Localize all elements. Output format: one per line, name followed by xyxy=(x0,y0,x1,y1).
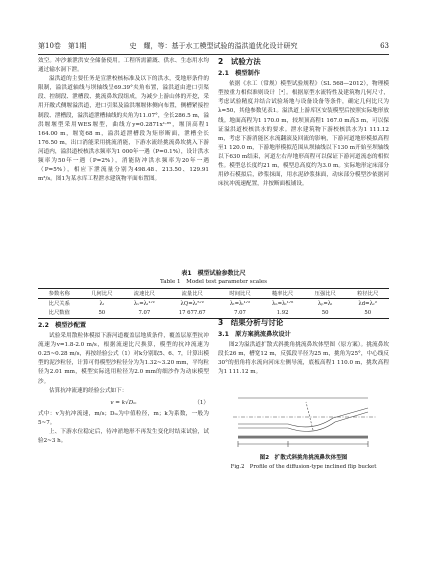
foundation-hatch xyxy=(238,436,368,439)
table-cell: 50 xyxy=(98,309,106,316)
formula-1 xyxy=(38,399,209,408)
section-heading-method: 2 试验方法 xyxy=(218,57,261,66)
table-header-cell: 参数名称 xyxy=(48,290,70,297)
table-header-row xyxy=(38,289,389,299)
table-cell: 17 677.67 xyxy=(178,309,206,316)
paragraph-formula-intro: 估算抗冲流速的经验公式如下： xyxy=(49,387,128,394)
paragraph-continued: 效空。冲沙兼泄洪安全储备使用。工程所需灌溉、供水、生态用水均通过输水洞下泄。 xyxy=(38,58,209,74)
page-number: 63 xyxy=(380,42,389,50)
radius-line xyxy=(306,402,313,430)
paragraph-model-making: 依据《水工（常规）模型试验规程》（SL 568—2012），物理模型按重力相似准则设计［⁴］。根据原型水流特性及建筑物几何尺寸，考虑试验精度并结合试验场地与设备设备等条件，确定几何比尺为λ=50，其他参数见表1。溢洪道上游库区安装模型后按照实际地形放线。地面高程为1 170.0 m，较坝顶高程1 167.0 m高3 m，可以保证溢洪道校核洪水的要求。泄水建筑物下游校核洪水为1 111.12 m，考虑下游消能区水流翻滚及回流的影响，下游河道地形模拟高程至1 120.0 m，下游地形模拟范围从坝轴线以下130 m开始至坝轴线以下630 m结束，河道左右岸地形高程可以保证下游河道流态的相似性。模型总长度约21 m，模型总高度约为3.0 m。实际地形定床部分用砂石模拟后，砂浆抹面，用水泥砂浆抹面，动床部分模型沙依据河床抗冲流速配置，并按断面板铺设。 xyxy=(218,81,389,188)
running-title: 史 耀，等：基于水工模型试验的溢洪道优化设计研究 xyxy=(129,42,298,50)
paragraph-formula-where: 式中：v为抗冲流速，m/s；Dₘ为中值粒径，m；k为系数，一般为5~7。 xyxy=(38,410,209,426)
table-header-cell: 糙率比尺 xyxy=(271,290,294,297)
table-cell: λₙ=λₗ¹ᐟ⁶ xyxy=(271,300,294,307)
paragraph-test-duration: 上、下游水位稳定后，待冲淤地形不再发生变化时结束试验，试验2~3 h。 xyxy=(38,429,209,445)
table-header-cell: 压强比尺 xyxy=(314,290,336,297)
table-caption: 表1 模型试验参数比尺 xyxy=(181,270,246,277)
paragraph-original-design: 图2为溢洪道扩散式斜挑角挑流鼻坎体型图（原方案）。挑流鼻坎段长26 m，槽宽12 m，反弧段半径为25 m，挑角为25°，中心线反30°的扭角将水流向河床左侧导流，底板高程1 110.0 m，挑坎高程为1 111.12 m。 xyxy=(218,342,389,376)
subsection-heading-model: 2.1 模型制作 xyxy=(218,70,260,78)
hatching xyxy=(238,436,368,439)
right-column-top xyxy=(218,57,389,189)
table-cell: 比尺关系 xyxy=(48,300,70,307)
table-cell: λₜ=λₗ¹ᐟ² xyxy=(229,300,251,307)
table-cell: 50 xyxy=(321,309,329,316)
flip-bucket-drawing xyxy=(218,384,389,452)
table-header-cell: 粒径比尺 xyxy=(357,290,379,297)
table-header-cell: 几何比尺 xyxy=(91,290,113,297)
table-cell: λₚ=λₗ xyxy=(317,300,333,307)
table-header-cell: 流速比尺 xyxy=(133,290,155,297)
table-cell: 50 xyxy=(364,309,372,316)
parameter-table-block xyxy=(38,270,389,319)
running-header xyxy=(38,40,389,55)
table-cell: λQ=λₗ⁵ᐟ² xyxy=(180,300,204,307)
table-caption-en: Table 1 Model test parameter scales xyxy=(159,279,268,285)
formula-expression: v = k√Dₘ xyxy=(110,399,137,406)
table-cell: 7.07 xyxy=(138,309,151,316)
formula-number: （1） xyxy=(194,399,209,406)
figure-flip-bucket xyxy=(218,384,389,452)
section-heading-results: 3 结果分析与讨论 xyxy=(218,318,284,327)
left-column-top xyxy=(38,57,209,184)
bucket-floor-line xyxy=(238,412,368,431)
subsection-heading-sediment: 2.2 模型沙配置 xyxy=(38,322,87,329)
table-row xyxy=(38,299,389,309)
table-cell: 比尺数值 xyxy=(48,309,70,316)
table-cell: λd=λᵥ² xyxy=(358,300,378,307)
table-cell: 7.07 xyxy=(234,309,246,316)
subsection-heading-original: 3.1 原方案挑流鼻坎设计 xyxy=(218,331,291,339)
table-cell: λₗ xyxy=(99,300,105,307)
bucket-profile-line xyxy=(238,408,368,427)
left-column-bottom xyxy=(38,318,209,446)
right-column-bottom xyxy=(218,318,389,471)
figure-caption: 图2 扩散式斜挑角挑流鼻坎体型图 xyxy=(259,454,348,461)
table-cell: 1.92 xyxy=(276,309,289,316)
table-cell: λᵥ=λₗ¹ᐟ² xyxy=(133,300,155,307)
paragraph-spillway: 溢洪道的主要任务是宣泄校核标准及以下的洪水，受地形条件的限制，溢洪道轴线与坝轴线呈69.39°夹角布置，溢洪道由进口引渠段、控制段、泄槽段、挑流鼻坎段组成，为减少上游山体的开挖，采用开敞式侧堰溢洪道，进口引渠及溢洪堰堰体侧向布置，侧槽紧接控制段、泄槽段，溢洪道泄槽轴线的夹角为11.07°，全长286.5 m，溢洪堰堰型采用WES堰型，曲线方y=0.2871x¹·⁸⁵，堰顶高程1 164.00 m，堰宽68 m，溢洪道泄槽段为矩形断面，泄槽全长176.50 m，出口消能采用挑流消能，下游水流经挑流鼻坎挑入下游河道内，溢洪道校核洪水频率为1 000年一遇（P=0.1%），设计洪水频率为50年一遇（P=2%），消能防冲洪水频率为20年一遇（P=5%），相应下泄流量分别为498.48、213.50、129.91 m³/s。图1为某水库工程泄水建筑物平面布置图。 xyxy=(38,76,209,183)
paragraph-sediment: 试验采用散粒体模拟下游河道覆盖层地质条件，覆盖层原型抗冲流速为v=1.8-2.0 m/s，根据流速比尺换算，模型的抗冲流速为0.25~0.28 m/s，再按经验公式（1）对k分别取5、6、7，计算出模型的泥沙粒径，计算可得模型沙粒径分为为1.32~3.20 mm，平均粒径为2.01 mm，模型实际选用粒径为2.0 mm的细沙作为动床模型沙。 xyxy=(38,333,209,385)
volume-issue: 第10卷 第1期 xyxy=(38,42,87,50)
table-header-cell: 流量比尺 xyxy=(181,290,203,297)
table-header-cell: 时间比尺 xyxy=(229,290,251,297)
table-row xyxy=(38,308,389,318)
figure-caption-en: Fig.2 Profile of the diffusion-type inclined flip bucket xyxy=(230,463,377,470)
parameter-table xyxy=(38,288,389,319)
